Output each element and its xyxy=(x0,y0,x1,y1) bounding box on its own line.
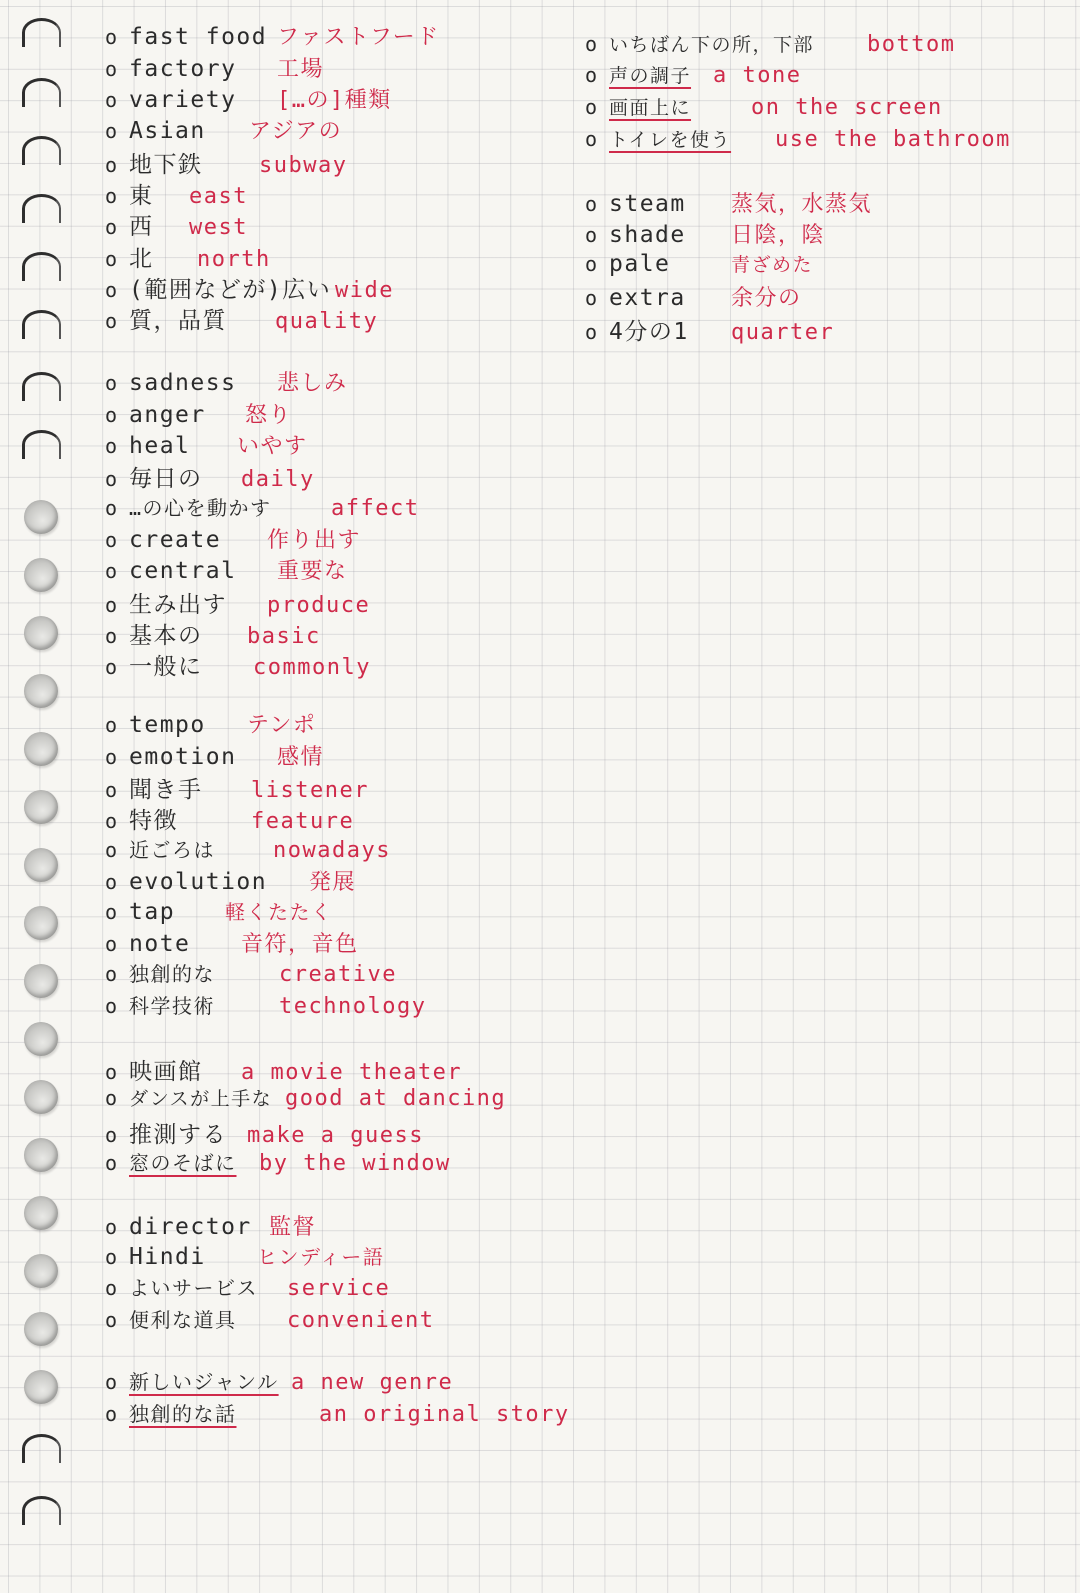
vocab-term: (範囲などが)広い xyxy=(129,277,332,303)
vocab-term: variety xyxy=(129,87,237,113)
vocab-entry xyxy=(585,93,943,123)
bullet-icon: o xyxy=(105,838,118,862)
vocab-term: pale xyxy=(609,251,671,277)
vocab-meaning: commonly xyxy=(253,655,371,680)
vocab-term: director xyxy=(129,1214,252,1240)
bullet-icon: o xyxy=(105,745,118,769)
bullet-icon: o xyxy=(105,467,118,491)
vocab-term: 一般に xyxy=(129,654,203,680)
vocab-term: 科学技術 xyxy=(129,994,215,1018)
bullet-icon: o xyxy=(105,309,118,333)
vocab-term: 便利な道具 xyxy=(129,1308,237,1332)
vocab-term: tempo xyxy=(129,712,206,738)
vocab-entry xyxy=(105,20,440,50)
bullet-icon: o xyxy=(105,1123,118,1147)
bullet-icon: o xyxy=(585,192,598,216)
vocab-term: 質，品質 xyxy=(129,308,227,334)
bullet-icon: o xyxy=(105,153,118,177)
vocab-meaning: 余分の xyxy=(731,286,802,311)
bullet-icon: o xyxy=(105,57,118,81)
vocab-meaning: 軽くたたく xyxy=(225,900,333,924)
bullet-icon: o xyxy=(105,713,118,737)
vocab-term: …の心を動かす xyxy=(129,496,272,520)
bullet-icon: o xyxy=(105,932,118,956)
binder-ring-icon xyxy=(22,18,61,47)
vocab-entry xyxy=(105,271,394,301)
vocab-entry xyxy=(105,834,391,864)
vocab-entry xyxy=(105,896,333,926)
vocab-term: shade xyxy=(609,222,686,248)
bullet-icon: o xyxy=(105,371,118,395)
bullet-icon: o xyxy=(105,247,118,271)
vocab-meaning: east xyxy=(189,184,248,209)
bullet-icon: o xyxy=(105,1402,118,1426)
bullet-icon: o xyxy=(585,63,598,87)
bullet-icon: o xyxy=(105,994,118,1018)
vocab-meaning: 感情 xyxy=(277,745,325,770)
vocab-term: create xyxy=(129,527,222,553)
vocab-term: Asian xyxy=(129,118,206,144)
binder-hole-icon xyxy=(24,1254,58,1288)
bullet-icon: o xyxy=(105,593,118,617)
vocab-entry xyxy=(105,114,342,144)
vocab-term: 地下鉄 xyxy=(129,152,203,178)
vocab-term: 近ごろは xyxy=(129,838,215,862)
bullet-icon: o xyxy=(105,1308,118,1332)
vocab-entry xyxy=(105,146,347,176)
binder-hole-icon xyxy=(24,616,58,650)
vocab-entry xyxy=(585,125,1011,155)
vocab-term: 毎日の xyxy=(129,466,203,492)
vocab-entry xyxy=(105,83,392,113)
vocab-entry xyxy=(105,429,308,459)
vocab-entry xyxy=(105,208,248,238)
vocab-term: Hindi xyxy=(129,1244,206,1270)
vocab-entry xyxy=(585,281,802,311)
vocab-meaning: アジアの xyxy=(249,119,343,144)
bullet-icon: o xyxy=(105,403,118,427)
bullet-icon: o xyxy=(105,496,118,520)
vocab-term: 生み出す xyxy=(129,592,227,618)
vocab-entry xyxy=(585,218,825,248)
bullet-icon: o xyxy=(105,870,118,894)
vocab-term: emotion xyxy=(129,744,237,770)
vocab-meaning: ファストフード xyxy=(277,25,440,50)
vocab-term: 特徴 xyxy=(129,808,178,834)
vocab-entry xyxy=(105,1147,451,1177)
vocab-term: よいサービス xyxy=(129,1276,258,1300)
vocab-term: fast food xyxy=(129,24,268,50)
vocab-term: 映画館 xyxy=(129,1059,203,1085)
vocab-meaning: feature xyxy=(251,809,355,834)
vocab-entry xyxy=(105,990,426,1020)
vocab-entry xyxy=(585,187,872,217)
vocab-meaning: technology xyxy=(279,994,427,1019)
vocab-meaning: wide xyxy=(335,278,394,303)
bullet-icon: o xyxy=(105,1086,118,1110)
vocab-entry xyxy=(105,554,348,584)
binder-ring-icon xyxy=(22,1434,61,1463)
bullet-icon: o xyxy=(585,127,598,151)
bullet-icon: o xyxy=(105,88,118,112)
binder-hole-icon xyxy=(24,1138,58,1172)
vocab-term: 声の調子 xyxy=(609,65,692,87)
vocab-term: いちばん下の所，下部 xyxy=(609,34,815,56)
binder-hole-icon xyxy=(24,558,58,592)
vocab-term: factory xyxy=(129,56,237,82)
vocab-meaning: ヒンディー語 xyxy=(257,1245,385,1269)
vocab-meaning: 音符，音色 xyxy=(241,932,359,957)
bullet-icon: o xyxy=(105,962,118,986)
vocab-entry xyxy=(105,927,359,957)
bullet-icon: o xyxy=(105,1151,118,1175)
vocab-entry xyxy=(105,52,324,82)
bullet-icon: o xyxy=(105,184,118,208)
vocab-meaning: by the window xyxy=(259,1151,451,1176)
vocab-term: 聞き手 xyxy=(129,777,203,803)
vocab-entry xyxy=(585,313,834,343)
binder-hole-icon xyxy=(24,1312,58,1346)
binder-ring-icon xyxy=(22,252,61,281)
bullet-icon: o xyxy=(585,320,598,344)
binder-hole-icon xyxy=(24,1022,58,1056)
binder-hole-icon xyxy=(24,1370,58,1404)
binder-ring-icon xyxy=(22,430,61,459)
bullet-icon: o xyxy=(105,655,118,679)
vocab-meaning: 蒸気，水蒸気 xyxy=(731,192,873,217)
vocab-meaning: convenient xyxy=(287,1308,435,1333)
vocab-meaning: 重要な xyxy=(277,559,348,584)
vocab-term: 窓のそばに xyxy=(129,1151,237,1175)
vocab-term: ダンスが上手な xyxy=(129,1088,273,1110)
vocab-meaning: affect xyxy=(331,496,420,521)
bullet-icon: o xyxy=(105,624,118,648)
vocab-entry xyxy=(105,740,324,770)
vocab-meaning: good at dancing xyxy=(285,1086,507,1111)
bullet-icon: o xyxy=(105,809,118,833)
vocab-meaning: west xyxy=(189,215,248,240)
vocab-meaning: listener xyxy=(251,778,369,803)
vocab-term: 北 xyxy=(129,246,154,272)
binder-holes xyxy=(0,0,90,1593)
vocab-entry xyxy=(585,30,955,60)
vocab-term: 西 xyxy=(129,214,154,240)
vocab-term: tap xyxy=(129,899,176,925)
vocab-entry xyxy=(105,958,397,988)
bullet-icon: o xyxy=(585,252,598,276)
vocab-term: steam xyxy=(609,191,686,217)
vocab-meaning: 日陰，陰 xyxy=(731,223,826,248)
bullet-icon: o xyxy=(105,1215,118,1239)
binder-ring-icon xyxy=(22,136,61,165)
bullet-icon: o xyxy=(105,119,118,143)
vocab-entry xyxy=(105,1272,390,1302)
vocab-meaning: make a guess xyxy=(247,1123,424,1148)
bullet-icon: o xyxy=(105,1060,118,1084)
vocab-term: 新しいジャンル xyxy=(129,1370,279,1394)
bullet-icon: o xyxy=(105,559,118,583)
vocab-entry xyxy=(105,586,370,616)
bullet-icon: o xyxy=(105,1245,118,1269)
vocab-meaning: basic xyxy=(247,624,321,649)
vocab-term: 画面上に xyxy=(609,97,692,119)
vocab-meaning: produce xyxy=(267,593,371,618)
vocab-entry xyxy=(105,617,321,647)
vocab-entry xyxy=(105,398,292,428)
vocab-term: 独創的な話 xyxy=(129,1402,237,1426)
vocab-entry xyxy=(105,865,356,895)
bullet-icon: o xyxy=(585,286,598,310)
vocab-term: sadness xyxy=(129,370,237,396)
vocab-term: extra xyxy=(609,285,686,311)
vocab-meaning: north xyxy=(197,247,271,272)
vocab-meaning: an original story xyxy=(319,1402,570,1427)
binder-hole-icon xyxy=(24,790,58,824)
binder-ring-icon xyxy=(22,194,61,223)
binder-hole-icon xyxy=(24,1196,58,1230)
binder-ring-icon xyxy=(22,310,61,339)
vocab-meaning: use the bathroom xyxy=(775,127,1011,152)
vocab-entry xyxy=(105,460,315,490)
vocab-entry xyxy=(105,1116,424,1146)
bullet-icon: o xyxy=(105,528,118,552)
vocab-entry xyxy=(105,1053,462,1083)
vocab-entry xyxy=(105,708,316,738)
binder-hole-icon xyxy=(24,1080,58,1114)
bullet-icon: o xyxy=(105,778,118,802)
vocab-entry xyxy=(105,1210,316,1240)
vocab-entry xyxy=(105,771,369,801)
vocab-entry xyxy=(105,1304,434,1334)
vocab-meaning: 監督 xyxy=(269,1215,317,1240)
vocab-meaning: quality xyxy=(275,309,379,334)
vocab-meaning: creative xyxy=(279,962,397,987)
binder-ring-icon xyxy=(22,78,61,107)
binder-hole-icon xyxy=(24,964,58,998)
vocab-meaning: a tone xyxy=(713,63,802,88)
vocab-meaning: on the screen xyxy=(751,95,943,120)
vocab-entry xyxy=(105,1084,506,1114)
vocab-term: 独創的な xyxy=(129,962,215,986)
vocab-meaning: service xyxy=(287,1276,391,1301)
binder-ring-icon xyxy=(22,1496,61,1525)
vocab-entry xyxy=(585,250,813,280)
vocab-term: heal xyxy=(129,433,191,459)
vocab-entry xyxy=(105,648,371,678)
vocab-entry xyxy=(105,802,354,832)
binder-hole-icon xyxy=(24,906,58,940)
vocab-meaning: 工場 xyxy=(277,57,325,82)
vocab-term: トイレを使う xyxy=(609,129,732,151)
vocab-meaning: 悲しみ xyxy=(277,371,348,396)
binder-hole-icon xyxy=(24,500,58,534)
vocab-term: 基本の xyxy=(129,623,203,649)
vocab-meaning: テンポ xyxy=(247,713,317,738)
bullet-icon: o xyxy=(105,215,118,239)
vocab-meaning: 作り出す xyxy=(267,528,362,553)
bullet-icon: o xyxy=(585,223,598,247)
vocab-entry xyxy=(105,366,348,396)
vocab-meaning: bottom xyxy=(867,32,956,57)
binder-hole-icon xyxy=(24,848,58,882)
vocab-term: 推測する xyxy=(129,1122,227,1148)
vocab-entry xyxy=(105,523,361,553)
vocab-term: anger xyxy=(129,402,206,428)
vocab-meaning: 発展 xyxy=(309,870,357,895)
vocab-entry xyxy=(105,1241,384,1271)
vocab-term: evolution xyxy=(129,869,268,895)
bullet-icon: o xyxy=(105,1370,118,1394)
bullet-icon: o xyxy=(105,278,118,302)
vocab-entry xyxy=(105,1366,453,1396)
binder-hole-icon xyxy=(24,732,58,766)
vocab-term: central xyxy=(129,558,237,584)
vocab-meaning: nowadays xyxy=(273,838,391,863)
vocab-term: 東 xyxy=(129,183,154,209)
bullet-icon: o xyxy=(105,25,118,49)
binder-hole-icon xyxy=(24,674,58,708)
vocab-meaning: subway xyxy=(259,153,348,178)
vocab-entry xyxy=(105,302,378,332)
vocab-meaning: quarter xyxy=(731,320,835,345)
binder-ring-icon xyxy=(22,372,61,401)
vocab-meaning: a new genre xyxy=(291,1370,454,1395)
vocab-entry xyxy=(585,61,801,91)
bullet-icon: o xyxy=(105,434,118,458)
vocab-meaning: 青ざめた xyxy=(731,254,814,276)
vocab-meaning: 怒り xyxy=(245,403,293,428)
bullet-icon: o xyxy=(585,32,598,56)
vocab-meaning: a movie theater xyxy=(241,1060,463,1085)
vocab-entry xyxy=(105,1398,570,1428)
bullet-icon: o xyxy=(105,1276,118,1300)
vocab-entry xyxy=(105,492,419,522)
vocab-entry xyxy=(105,177,248,207)
bullet-icon: o xyxy=(105,900,118,924)
vocab-term: 4分の1 xyxy=(609,319,689,345)
vocab-term: note xyxy=(129,931,191,957)
vocab-meaning: daily xyxy=(241,467,315,492)
vocab-entry xyxy=(105,240,271,270)
bullet-icon: o xyxy=(585,95,598,119)
vocab-meaning: […の]種類 xyxy=(277,88,392,113)
vocab-meaning: いやす xyxy=(237,434,308,459)
